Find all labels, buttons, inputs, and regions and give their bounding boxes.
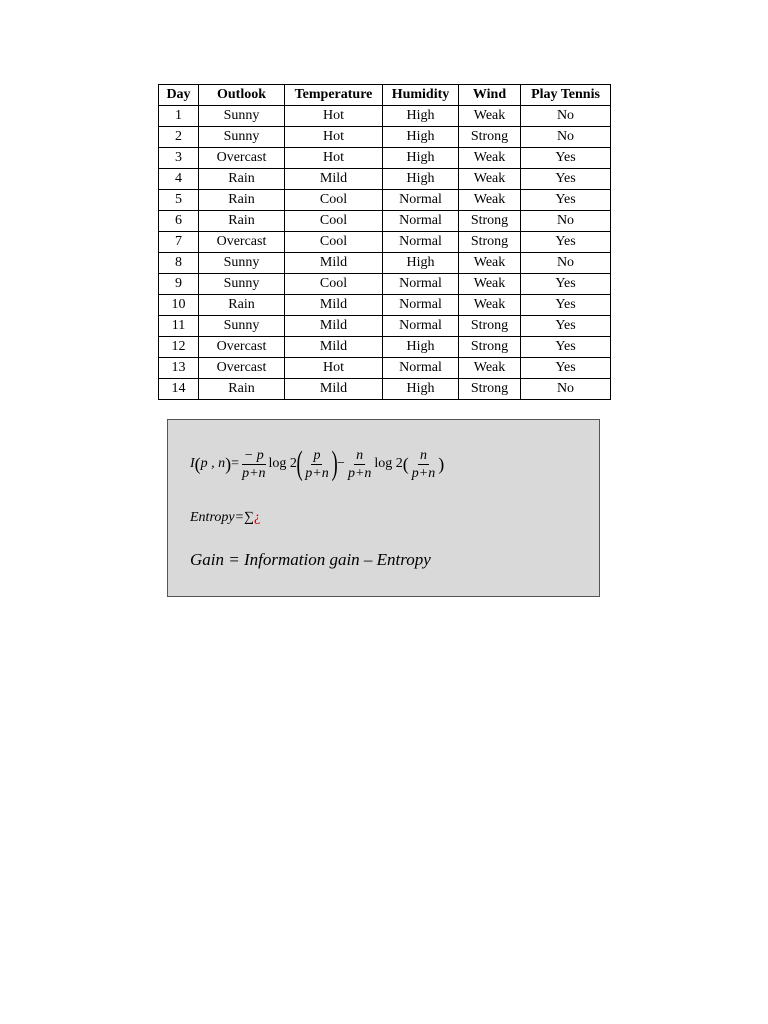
table-cell: High	[383, 148, 459, 169]
paren-close-2: )	[438, 453, 445, 474]
table-cell: 11	[159, 316, 199, 337]
table-cell: Rain	[199, 169, 285, 190]
table-cell: Sunny	[199, 127, 285, 148]
table-row	[159, 106, 611, 127]
table-cell: Strong	[459, 337, 521, 358]
paren-open-2: (	[402, 453, 409, 474]
entropy-formula	[190, 510, 260, 526]
table-cell: Yes	[521, 337, 611, 358]
table-cell: High	[383, 337, 459, 358]
table-cell: Strong	[459, 211, 521, 232]
table-header-row	[159, 85, 611, 106]
table-cell: Overcast	[199, 232, 285, 253]
table-cell: High	[383, 379, 459, 400]
table-cell: Sunny	[199, 274, 285, 295]
table-cell: Normal	[383, 295, 459, 316]
table-cell: No	[521, 379, 611, 400]
table-cell: Mild	[285, 337, 383, 358]
table-cell: Mild	[285, 379, 383, 400]
table-row	[159, 274, 611, 295]
table-cell: Sunny	[199, 253, 285, 274]
information-formula	[190, 442, 444, 486]
table-cell: Rain	[199, 295, 285, 316]
table-cell: 2	[159, 127, 199, 148]
table-cell: 7	[159, 232, 199, 253]
log-1: log 2	[268, 456, 297, 471]
header-temperature: Temperature	[285, 85, 383, 106]
header-humidity: Humidity	[383, 85, 459, 106]
table-cell: Sunny	[199, 316, 285, 337]
fraction-2: $\frac{p}{p+n}$	[305, 447, 329, 481]
table-cell: Weak	[459, 253, 521, 274]
table-cell: Weak	[459, 148, 521, 169]
table-row	[159, 295, 611, 316]
table-cell: 5	[159, 190, 199, 211]
table-cell: Normal	[383, 190, 459, 211]
table-row	[159, 190, 611, 211]
table-cell: Rain	[199, 379, 285, 400]
table-cell: High	[383, 253, 459, 274]
table-cell: Rain	[199, 190, 285, 211]
table-cell: Overcast	[199, 337, 285, 358]
formula-box	[167, 419, 600, 597]
table-cell: Overcast	[199, 148, 285, 169]
table-cell: Cool	[285, 211, 383, 232]
entropy-mark: ¿	[254, 510, 261, 525]
table-cell: Weak	[459, 169, 521, 190]
table-cell: Weak	[459, 106, 521, 127]
table-row	[159, 253, 611, 274]
big-paren-open: (	[296, 445, 303, 482]
table-cell: Cool	[285, 274, 383, 295]
table-cell: 13	[159, 358, 199, 379]
table-cell: Sunny	[199, 106, 285, 127]
table-cell: Normal	[383, 211, 459, 232]
log-2: log 2	[374, 456, 403, 471]
table-cell: No	[521, 106, 611, 127]
header-play-tennis: Play Tennis	[521, 85, 611, 106]
table-cell: 10	[159, 295, 199, 316]
table-cell: Mild	[285, 169, 383, 190]
paren-open: (	[194, 453, 201, 474]
table-cell: Overcast	[199, 358, 285, 379]
table-cell: Yes	[521, 316, 611, 337]
table-cell: Strong	[459, 379, 521, 400]
table-cell: Cool	[285, 232, 383, 253]
table-cell: High	[383, 169, 459, 190]
table-cell: Yes	[521, 169, 611, 190]
table-cell: 9	[159, 274, 199, 295]
table-cell: Normal	[383, 274, 459, 295]
table-cell: Hot	[285, 148, 383, 169]
header-wind: Wind	[459, 85, 521, 106]
table-cell: 12	[159, 337, 199, 358]
table-cell: High	[383, 127, 459, 148]
table-cell: No	[521, 253, 611, 274]
table-cell: Rain	[199, 211, 285, 232]
table-row	[159, 211, 611, 232]
table-cell: 3	[159, 148, 199, 169]
table-cell: 8	[159, 253, 199, 274]
table-cell: 1	[159, 106, 199, 127]
table-cell: Weak	[459, 190, 521, 211]
table-row	[159, 358, 611, 379]
table-cell: Hot	[285, 106, 383, 127]
table-cell: 6	[159, 211, 199, 232]
table-row	[159, 169, 611, 190]
gain-formula: Gain = Information gain – Entropy	[190, 550, 431, 569]
table-cell: Yes	[521, 232, 611, 253]
table-cell: Weak	[459, 274, 521, 295]
table-cell: Hot	[285, 358, 383, 379]
table-cell: Strong	[459, 232, 521, 253]
table-cell: Normal	[383, 316, 459, 337]
table-cell: 14	[159, 379, 199, 400]
big-paren-close: )	[331, 445, 338, 482]
table-cell: Yes	[521, 274, 611, 295]
table-cell: Mild	[285, 253, 383, 274]
header-outlook: Outlook	[199, 85, 285, 106]
table-cell: Cool	[285, 190, 383, 211]
table-cell: Normal	[383, 358, 459, 379]
fraction-3: $\frac{n}{p+n}$	[347, 447, 372, 481]
table-row	[159, 316, 611, 337]
table-cell: Yes	[521, 295, 611, 316]
formula-minus: −	[337, 456, 345, 471]
table-row	[159, 379, 611, 400]
table-cell: Yes	[521, 190, 611, 211]
table-cell: Weak	[459, 295, 521, 316]
table-cell: Yes	[521, 148, 611, 169]
table-row	[159, 127, 611, 148]
formula-lhs: I	[190, 456, 195, 471]
table-cell: No	[521, 211, 611, 232]
table-row	[159, 148, 611, 169]
table-cell: Mild	[285, 316, 383, 337]
table-cell: Strong	[459, 316, 521, 337]
table-row	[159, 337, 611, 358]
header-day: Day	[159, 85, 199, 106]
paren-close: )	[225, 453, 232, 474]
formula-args: p , n	[200, 456, 226, 471]
table-cell: Mild	[285, 295, 383, 316]
table-cell: High	[383, 106, 459, 127]
table-cell: 4	[159, 169, 199, 190]
fraction-1: $\frac{- p}{p+n}$	[242, 447, 266, 481]
fraction-4: $\frac{n}{p+n}$	[411, 447, 436, 481]
formula-equals: =	[231, 456, 240, 471]
play-tennis-table	[158, 84, 611, 400]
table-cell: Normal	[383, 232, 459, 253]
table-cell: Hot	[285, 127, 383, 148]
entropy-text: Entropy=∑	[190, 510, 255, 525]
table-cell: Strong	[459, 127, 521, 148]
table-cell: No	[521, 127, 611, 148]
table-cell: Weak	[459, 358, 521, 379]
table-cell: Yes	[521, 358, 611, 379]
table-row	[159, 232, 611, 253]
